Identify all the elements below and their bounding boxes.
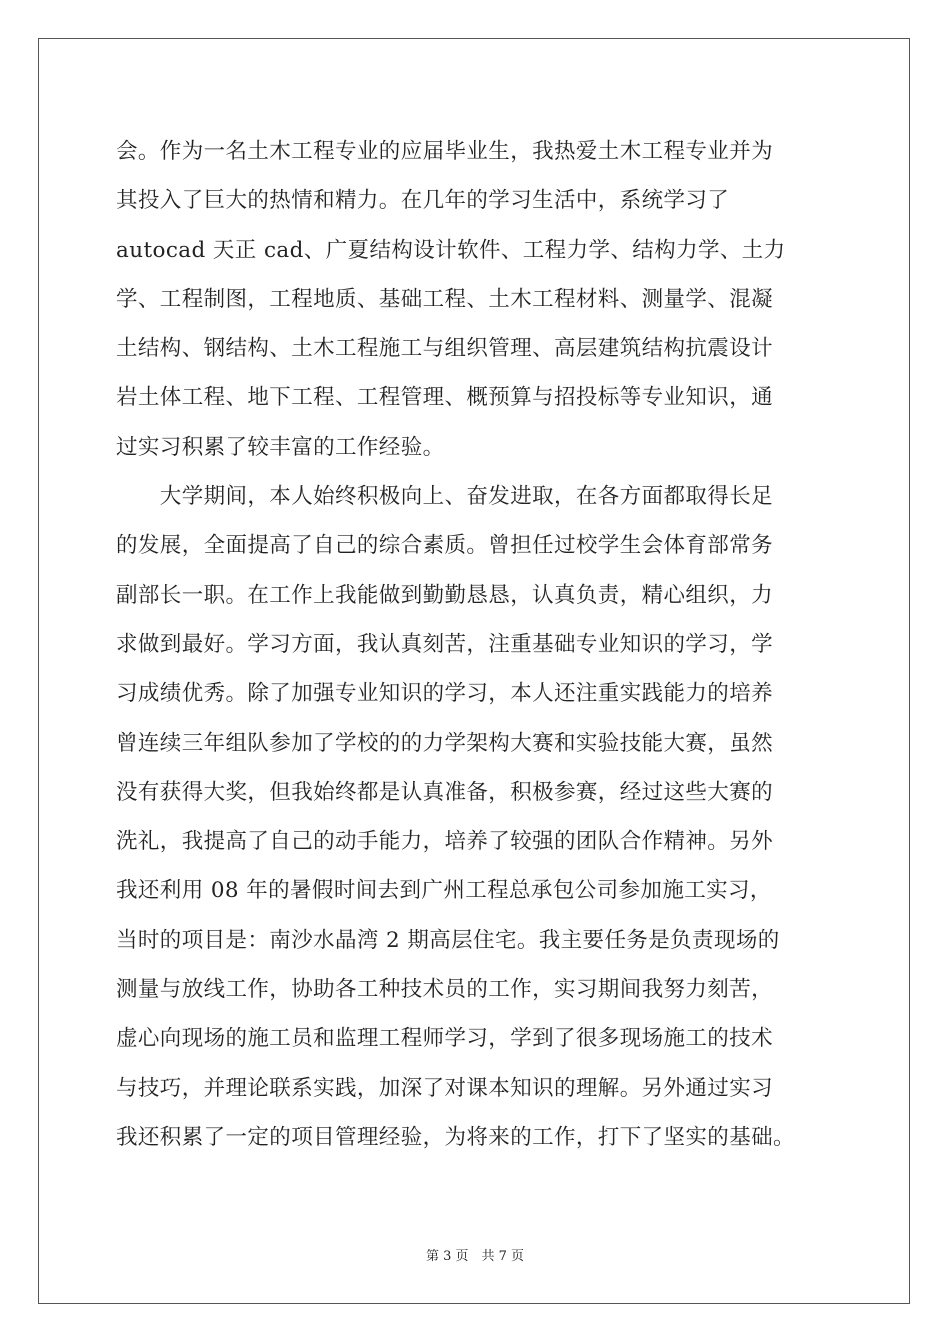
text-line: 当时的项目是：南沙水晶湾 2 期高层住宅。我主要任务是负责现场的 — [116, 927, 780, 953]
text-line: 习成绩优秀。除了加强专业知识的学习，本人还注重实践能力的培养 — [116, 681, 774, 707]
text-line: 求做到最好。学习方面，我认真刻苦，注重基础专业知识的学习，学 — [116, 631, 774, 657]
text-line: 其投入了巨大的热情和精力。在几年的学习生活中，系统学习了 — [116, 188, 730, 214]
text-line: 过实习积累了较丰富的工作经验。 — [116, 434, 445, 460]
text-line: 学、工程制图，工程地质、基础工程、土木工程材料、测量学、混凝 — [116, 286, 774, 312]
text-line: 副部长一职。在工作上我能做到勤勤恳恳，认真负责，精心组织，力 — [116, 582, 774, 608]
text-line: 虚心向现场的施工员和监理工程师学习，学到了很多现场施工的技术 — [116, 1026, 774, 1052]
text-line: autocad 天正 cad、广夏结构设计软件、工程力学、结构力学、土力 — [116, 237, 786, 263]
text-line: 大学期间，本人始终积极向上、奋发进取，在各方面都取得长足 — [116, 484, 774, 510]
text-line: 会。作为一名土木工程专业的应届毕业生，我热爱土木工程专业并为 — [116, 139, 774, 164]
text-line: 岩土体工程、地下工程、工程管理、概预算与招投标等专业知识，通 — [116, 385, 774, 411]
text-line: 的发展，全面提高了自己的综合素质。曾担任过校学生会体育部常务 — [116, 533, 774, 559]
text-line: 与技巧，并理论联系实践，加深了对课本知识的理解。另外通过实习 — [116, 1075, 774, 1101]
body-text — [116, 127, 836, 1162]
text-line: 曾连续三年组队参加了学校的的力学架构大赛和实验技能大赛，虽然 — [116, 730, 774, 756]
text-line: 测量与放线工作，协助各工种技术员的工作，实习期间我努力刻苦， — [116, 977, 774, 1003]
text-line: 我还利用 08 年的暑假时间去到广州工程总承包公司参加施工实习， — [116, 878, 772, 904]
text-line: 土结构、钢结构、土木工程施工与组织管理、高层建筑结构抗震设计 — [116, 336, 774, 362]
text-line: 没有获得大奖，但我始终都是认真准备，积极参赛，经过这些大赛的 — [116, 779, 774, 805]
text-line: 洗礼，我提高了自己的动手能力，培养了较强的团队合作精神。另外 — [116, 829, 774, 855]
page-number-footer: 第 3 页 共 7 页 — [425, 1249, 525, 1264]
text-line: 我还积累了一定的项目管理经验，为将来的工作，打下了坚实的基础。 — [116, 1124, 795, 1150]
